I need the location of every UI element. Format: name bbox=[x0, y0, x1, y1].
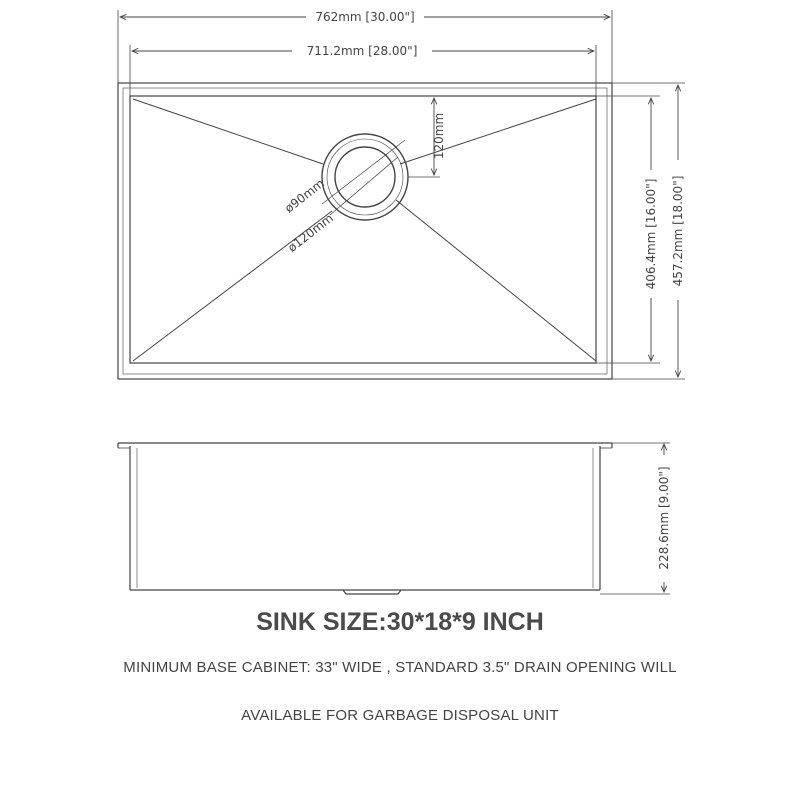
drain-offset-label: 120mm bbox=[432, 112, 446, 160]
drain-inner-dia-label: ø90mm bbox=[282, 176, 327, 216]
inner-depth-label: 406.4mm [16.00"] bbox=[644, 178, 658, 290]
sink-size-title: SINK SIZE:30*18*9 INCH bbox=[256, 608, 544, 636]
sink-inner-bowl bbox=[130, 96, 596, 363]
sink-outer-rim bbox=[118, 83, 612, 379]
outer-depth-label: 457.2mm [18.00"] bbox=[671, 175, 685, 287]
bowl-slope-lines bbox=[133, 99, 596, 361]
sink-top-view bbox=[118, 83, 612, 379]
bowl-height-label: 228.6mm [9.00"] bbox=[657, 466, 671, 570]
extension-lines bbox=[118, 10, 685, 379]
outer-width-label: 762mm [30.00"] bbox=[315, 10, 415, 24]
inner-width-label: 711.2mm [28.00"] bbox=[306, 44, 418, 58]
cabinet-note-line2: AVAILABLE FOR GARBAGE DISPOSAL UNIT bbox=[241, 707, 559, 724]
drain-diameter-line bbox=[322, 140, 405, 204]
cabinet-note-line1: MINIMUM BASE CABINET: 33" WIDE , STANDARD 3.5" DRAIN OPENING WILL bbox=[123, 659, 677, 676]
drain-outer-dia-label: ø120mm bbox=[285, 210, 336, 255]
drain-inner-circle bbox=[335, 147, 395, 207]
sink-side-view bbox=[118, 443, 612, 594]
dimension-lines bbox=[120, 17, 678, 592]
sink-rim-edge bbox=[123, 88, 607, 374]
